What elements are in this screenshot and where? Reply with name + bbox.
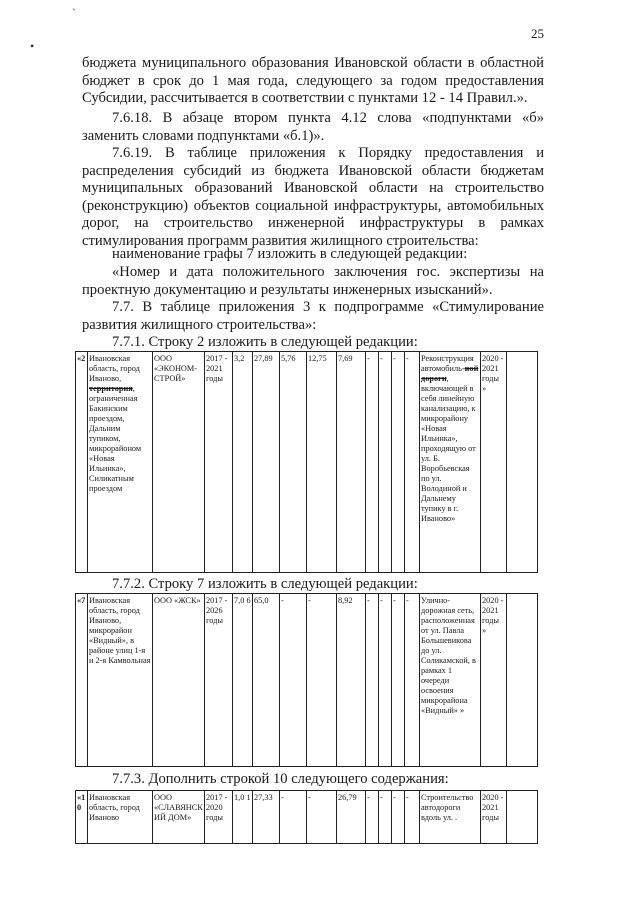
value-cell: - xyxy=(379,352,392,573)
struck-text: территория xyxy=(89,384,133,393)
implementation-years: 2017 - 2021 годы xyxy=(205,352,233,573)
paragraph-7-6-19: 7.6.19. В таблице приложения к Порядку предоставления и распределения субсидий из бюджета Ивановской области бюджетам муниципальных образований Ивановской области на строительство (реконструкцию) объектов социальной инфраструктуры, автомобильных дорог, на строительство инженерной инфраструктуры в рамках стимулирования программ развития жилищного строительства: xyxy=(82,145,544,249)
value-cell: 27,33 xyxy=(253,791,280,844)
struck-text: ной дороги xyxy=(421,364,479,383)
value-cell: - xyxy=(366,791,379,844)
object-location: Ивановская область, город Иваново xyxy=(88,791,153,844)
value-cell: 8,92 xyxy=(337,594,366,767)
infrastructure-object: Улично-дорожная сеть, расположенная от ул. Павла Большевикова до ул. Соликамской, в рамках 1 очереди освоения микрорайона «Видный» » xyxy=(420,594,481,767)
paragraph-7-7: 7.7. В таблице приложения 3 к подпрограмме «Стимулирование развития жилищного строительства»: xyxy=(82,299,544,333)
construction-period: 2020 - 2021 годы » xyxy=(481,352,507,573)
value-cell: 3,2 xyxy=(233,352,253,573)
value-cell: - xyxy=(392,352,405,573)
table-row-2 xyxy=(75,351,538,573)
construction-period: 2020 - 2021 годы xyxy=(481,791,507,844)
value-cell: 1,0 1 xyxy=(233,791,253,844)
value-cell: 7,69 xyxy=(337,352,366,573)
value-cell: 7,0 6 xyxy=(233,594,253,767)
table-row-7 xyxy=(75,593,538,767)
paragraph-7-6-18: 7.6.18. В абзаце втором пункта 4.12 слова «подпунктами «б» заменить словами подпунктами «б.1)». xyxy=(82,110,544,144)
implementation-years: 2017 - 2026 годы xyxy=(205,594,233,767)
implementation-years: 2017 - 2020 годы xyxy=(205,791,233,844)
developer: ООО «СЛАВЯНСКИЙ ДОМ» xyxy=(153,791,205,844)
infrastructure-object: Реконструкция автомобиль-ной дороги, включающей в себя линейную канализацию, к микрорайону «Новая Ильинка», проходящую от ул. Б. Воробьевская по ул. Володиной и Дальнему тупику в г. Иваново» xyxy=(420,352,481,573)
developer: ООО «ЖСК» xyxy=(153,594,205,767)
row-number: «10 xyxy=(76,791,88,844)
paragraph-column-7-name: наименование графы 7 изложить в следующей редакции: xyxy=(112,246,468,262)
value-cell: - xyxy=(405,791,420,844)
value-cell: - xyxy=(307,594,337,767)
value-cell: 27,89 xyxy=(253,352,280,573)
object-location: Ивановская область, город Иваново, территория, ограниченная Бакинским проездом, Дальним тупиком, микрорайоном «Новая Ильинка», Силикатным проездом xyxy=(88,352,153,573)
value-cell: 65,0 xyxy=(253,594,280,767)
heading-7-7-3: 7.7.3. Дополнить строкой 10 следующего содержания: xyxy=(112,771,449,787)
value-cell: - xyxy=(366,352,379,573)
value-cell: - xyxy=(392,594,405,767)
object-location: Ивановская область, город Иваново, микрорайон «Видный», в районе улиц 1-я и 2-я Камвольная xyxy=(88,594,153,767)
value-cell: - xyxy=(392,791,405,844)
scan-mark: ` xyxy=(72,6,76,20)
value-cell: - xyxy=(280,791,307,844)
heading-7-7-2: 7.7.2. Строку 7 изложить в следующей редакции: xyxy=(112,576,418,592)
value-cell: - xyxy=(405,594,420,767)
value-cell: 26,79 xyxy=(337,791,366,844)
page-number: 25 xyxy=(531,26,544,41)
value-cell: - xyxy=(379,594,392,767)
value-cell: 5,76 xyxy=(280,352,307,573)
value-cell: - xyxy=(379,791,392,844)
paragraph-continuation: бюджета муниципального образования Ивановской области в областной бюджет в срок до 1 мая года, следующего за годом предоставления Субсидии, рассчитывается в соответствии с пунктами 12 - 14 Правил.». xyxy=(82,55,544,106)
empty-cell xyxy=(507,594,538,767)
value-cell: - xyxy=(366,594,379,767)
heading-7-7-1: 7.7.1. Строку 2 изложить в следующей редакции: xyxy=(112,334,418,350)
paragraph-quote: «Номер и дата положительного заключения гос. экспертизы на проектную документацию и результаты инженерных изысканий». xyxy=(82,264,544,298)
construction-period: 2020 - 2021 годы » xyxy=(481,594,507,767)
row-number: «7 xyxy=(76,594,88,767)
empty-cell xyxy=(507,352,538,573)
infrastructure-object: Строительство автодороги вдоль ул. . xyxy=(420,791,481,844)
developer: ООО «ЭКОНОМ-СТРОЙ» xyxy=(153,352,205,573)
value-cell: - xyxy=(280,594,307,767)
empty-cell xyxy=(507,791,538,844)
scan-mark: • xyxy=(30,39,35,53)
value-cell: 12,75 xyxy=(307,352,337,573)
table-row-10 xyxy=(75,790,538,844)
row-number: «2 xyxy=(76,352,88,573)
value-cell: - xyxy=(307,791,337,844)
value-cell: - xyxy=(405,352,420,573)
